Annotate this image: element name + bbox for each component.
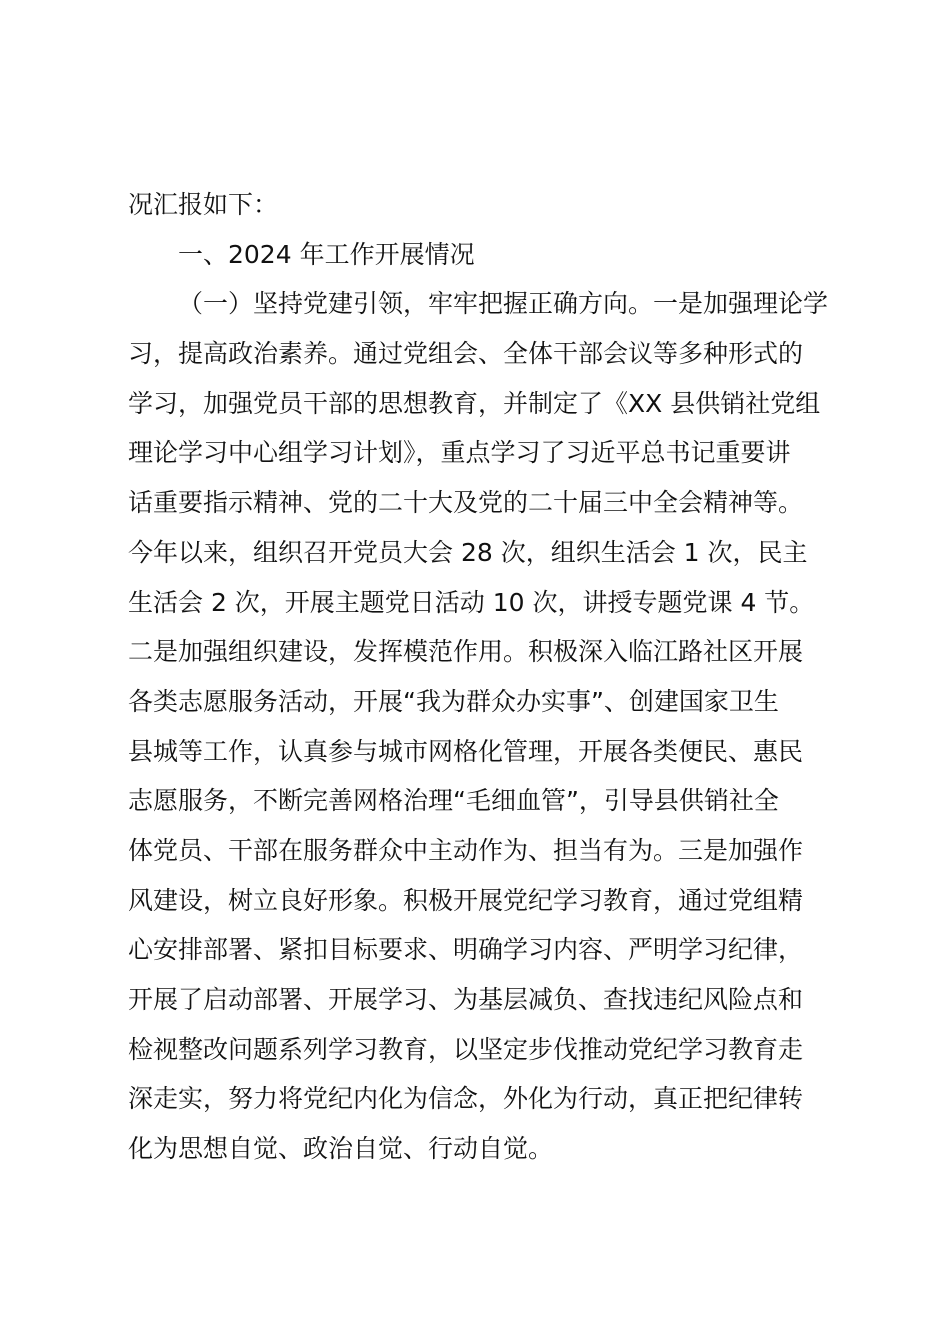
text-line-10: 二是加强组织建设，发挥模范作用。积极深入临江路社区开展 <box>128 637 804 667</box>
text-line-19: 深走实，努力将党纪内化为信念，外化为行动，真正把纪律转 <box>128 1084 804 1114</box>
text-line-20: 化为思想自觉、政治自觉、行动自觉。 <box>128 1134 554 1164</box>
text-line-14: 体党员、干部在服务群众中主动作为、担当有为。三是加强作 <box>128 835 804 865</box>
text-line-13: 志愿服务，不断完善网格治理“毛细血管”，引导县供销社全 <box>128 786 779 816</box>
text-line-4: 习，提高政治素养。通过党组会、全体干部会议等多种形式的 <box>128 339 804 369</box>
text-line-8: 今年以来，组织召开党员大会 28 次，组织生活会 1 次，民主 <box>128 537 808 567</box>
text-line-15: 风建设，树立良好形象。积极开展党纪学习教育，通过党组精 <box>128 885 804 915</box>
text-line-16: 心安排部署、紧扣目标要求、明确学习内容、严明学习纪律， <box>128 935 804 965</box>
text-line-17: 开展了启动部署、开展学习、为基层减负、查找违纪风险点和 <box>128 985 804 1014</box>
text-line-11: 各类志愿服务活动，开展“我为群众办实事”、创建国家卫生 <box>128 686 779 716</box>
text-line-9: 生活会 2 次，开展主题党日活动 10 次，讲授专题党课 4 节。 <box>128 587 815 617</box>
text-line-3: （一）坚持党建引领，牢牢把握正确方向。一是加强理论学 <box>178 289 829 319</box>
document-body <box>128 180 838 1174</box>
text-line-6: 理论学习中心组学习计划》，重点学习了习近平总书记重要讲 <box>128 438 791 468</box>
text-line-7: 话重要指示精神、党的二十大及党的二十届三中全会精神等。 <box>128 488 804 518</box>
section-heading: 一、2024 年工作开展情况 <box>178 239 475 269</box>
text-line-5: 学习，加强党员干部的思想教育，并制定了《XX 县供销社党组 <box>128 388 821 418</box>
text-line-1: 况汇报如下： <box>128 190 279 219</box>
text-line-18: 检视整改问题系列学习教育，以坚定步伐推动党纪学习教育走 <box>128 1034 804 1064</box>
text-line-12: 县城等工作，认真参与城市网格化管理，开展各类便民、惠民 <box>128 736 804 766</box>
